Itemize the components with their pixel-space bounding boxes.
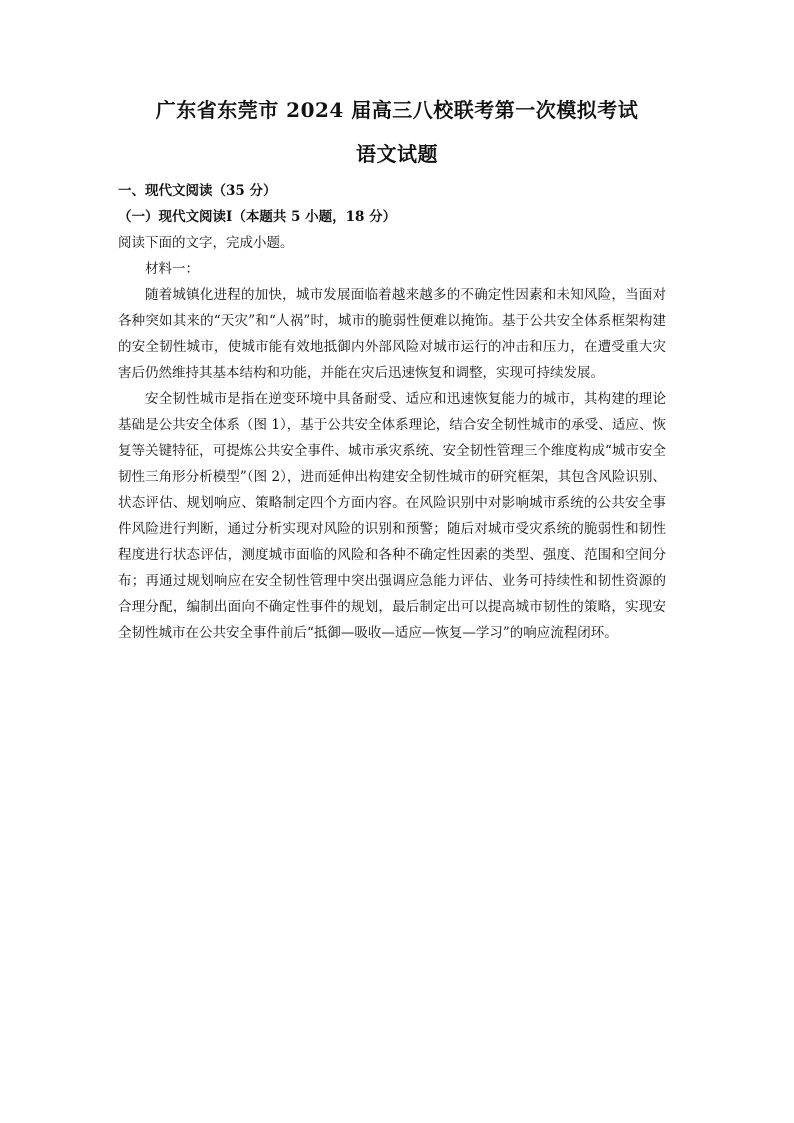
exam-title: 广东省东莞市 2024 届高三八校联考第一次模拟考试 (155, 98, 639, 122)
exam-subtitle: 语文试题 (356, 142, 438, 166)
sub-section-heading: （一）现代文阅读Ⅰ（本题共 5 小题，18 分） (118, 209, 397, 225)
reading-instruction: 阅读下面的文字，完成小题。 (118, 235, 294, 251)
material-label: 材料一： (145, 261, 199, 277)
section-heading: 一、现代文阅读（35 分） (118, 183, 277, 199)
exam-content (118, 178, 666, 646)
paragraph-2: 安全韧性城市是指在逆变环境中具备耐受、适应和迅速恢复能力的城市，其构建的理论基础是公共安全体系（图 1），基于公共安全体系理论，结合安全韧性城市的承受、适应、恢复等关键特征，可提炼公共安全事件、城市承灾系统、安全韧性管理三个维度构成“城市安全韧性三角形分析模型”（图 2），进而延伸出构建安全韧性城市的研究框架，其包含风险识别、状态评估、规划响应、策略制定四个方面内容。在风险识别中对影响城市系统的公共安全事件风险进行判断，通过分析实现对风险的识别和预警；随后对城市受灾系统的脆弱性和韧性程度进行状态评估，测度城市面临的风险和各种不确定性因素的类型、强度、范围和空间分布；再通过规划响应在安全韧性管理中突出强调应急能力评估、业务可持续性和韧性资源的合理分配，编制出面向不确定性事件的规划，最后制定出可以提高城市韧性的策略，实现安全韧性城市在公共安全事件前后“抵御—吸收—适应—恢复—学习”的响应流程闭环。 (118, 391, 666, 641)
paragraph-1: 随着城镇化进程的加快，城市发展面临着越来越多的不确定性因素和未知风险，当面对各种突如其来的“天灾”和“人祸”时，城市的脆弱性便难以掩饰。基于公共安全体系框架构建的安全韧性城市，使城市能有效地抵御内外部风险对城市运行的冲击和压力，在遭受重大灾害后仍然维持其基本结构和功能，并能在灾后迅速恢复和调整，实现可持续发展。 (118, 287, 666, 381)
